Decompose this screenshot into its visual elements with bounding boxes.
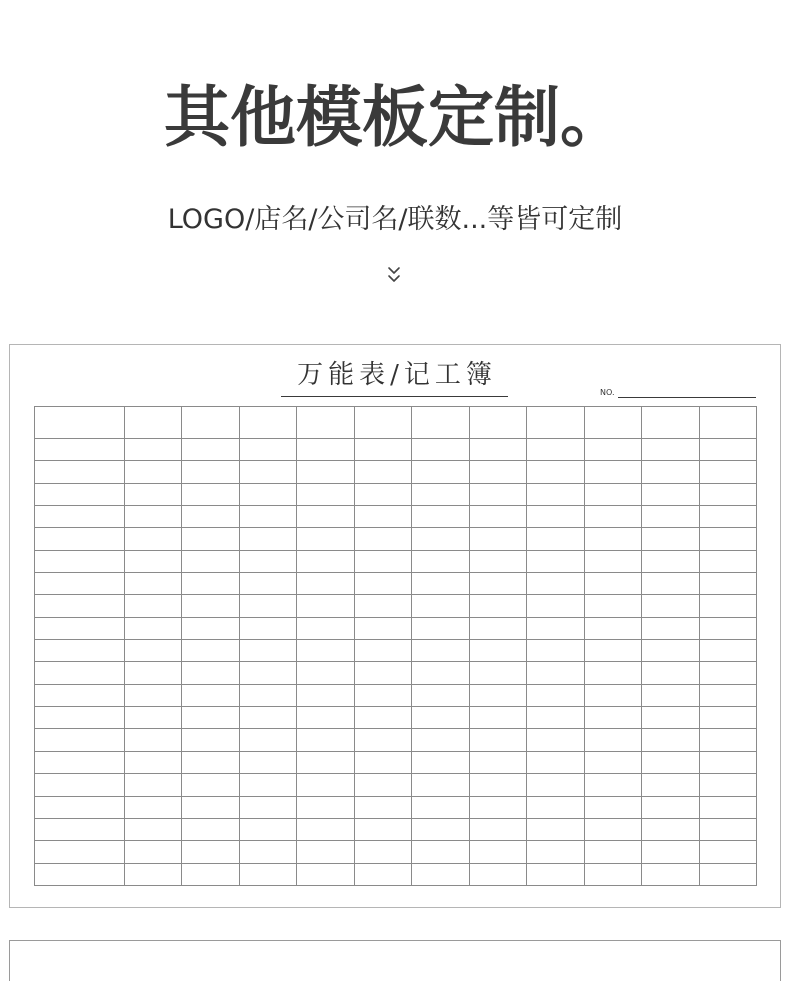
table-cell — [584, 640, 641, 662]
table-cell — [699, 818, 756, 840]
table-row — [35, 774, 757, 796]
table-cell — [584, 774, 641, 796]
table-cell — [527, 684, 584, 706]
table-cell — [182, 506, 239, 528]
table-cell — [239, 483, 296, 505]
table-cell — [297, 818, 354, 840]
table-cell — [182, 595, 239, 617]
next-template-card — [9, 940, 781, 981]
table-cell — [412, 573, 469, 595]
table-cell — [297, 841, 354, 863]
table-cell — [527, 528, 584, 550]
table-header-cell — [354, 407, 411, 439]
table-row — [35, 483, 757, 505]
table-cell — [699, 617, 756, 639]
table-cell — [297, 662, 354, 684]
table-cell — [469, 707, 526, 729]
table-cell — [354, 640, 411, 662]
table-row — [35, 684, 757, 706]
table-cell — [699, 863, 756, 885]
table-cell — [35, 707, 125, 729]
table-cell — [412, 818, 469, 840]
table-cell — [412, 439, 469, 461]
table-cell — [584, 461, 641, 483]
table-row — [35, 640, 757, 662]
table-cell — [354, 774, 411, 796]
table-cell — [354, 528, 411, 550]
table-cell — [584, 662, 641, 684]
table-cell — [469, 506, 526, 528]
table-cell — [125, 684, 182, 706]
table-cell — [642, 729, 699, 751]
table-cell — [469, 528, 526, 550]
table-cell — [125, 528, 182, 550]
table-cell — [182, 662, 239, 684]
table-cell — [699, 506, 756, 528]
table-cell — [584, 751, 641, 773]
table-cell — [35, 863, 125, 885]
table-cell — [125, 506, 182, 528]
table-cell — [125, 461, 182, 483]
table-cell — [584, 863, 641, 885]
table-cell — [297, 461, 354, 483]
table-cell — [584, 550, 641, 572]
table-cell — [527, 506, 584, 528]
table-cell — [182, 841, 239, 863]
table-cell — [354, 751, 411, 773]
table-cell — [35, 729, 125, 751]
table-cell — [412, 707, 469, 729]
table-header-cell — [182, 407, 239, 439]
table-row — [35, 573, 757, 595]
table-cell — [354, 550, 411, 572]
table-cell — [527, 617, 584, 639]
table-cell — [297, 528, 354, 550]
table-header-cell — [297, 407, 354, 439]
table-cell — [239, 751, 296, 773]
table-cell — [642, 640, 699, 662]
table-header-cell — [35, 407, 125, 439]
table-cell — [584, 684, 641, 706]
table-cell — [584, 439, 641, 461]
table-cell — [527, 751, 584, 773]
table-cell — [412, 595, 469, 617]
table-cell — [35, 662, 125, 684]
table-cell — [35, 483, 125, 505]
table-cell — [35, 684, 125, 706]
table-cell — [35, 796, 125, 818]
double-chevron-down-icon — [387, 265, 401, 285]
table-cell — [699, 483, 756, 505]
table-cell — [469, 640, 526, 662]
table-cell — [35, 818, 125, 840]
table-cell — [239, 684, 296, 706]
table-cell — [412, 550, 469, 572]
table-row — [35, 439, 757, 461]
table-header-row — [35, 407, 757, 439]
table-cell — [239, 662, 296, 684]
table-cell — [699, 528, 756, 550]
table-cell — [412, 863, 469, 885]
table-cell — [412, 662, 469, 684]
table-row — [35, 818, 757, 840]
table-cell — [297, 863, 354, 885]
form-number-label: NO. — [600, 388, 615, 397]
table-cell — [584, 707, 641, 729]
table-cell — [642, 439, 699, 461]
table-cell — [354, 707, 411, 729]
table-cell — [642, 595, 699, 617]
table-cell — [699, 729, 756, 751]
table-cell — [297, 684, 354, 706]
table-cell — [527, 461, 584, 483]
table-cell — [239, 506, 296, 528]
table-cell — [699, 573, 756, 595]
table-cell — [469, 617, 526, 639]
table-cell — [125, 863, 182, 885]
table-header-cell — [642, 407, 699, 439]
table-cell — [125, 640, 182, 662]
table-cell — [412, 774, 469, 796]
table-cell — [699, 439, 756, 461]
table-cell — [125, 439, 182, 461]
table-cell — [699, 751, 756, 773]
table-cell — [469, 863, 526, 885]
table-cell — [527, 774, 584, 796]
table-cell — [182, 617, 239, 639]
table-cell — [412, 617, 469, 639]
table-cell — [699, 640, 756, 662]
table-cell — [469, 774, 526, 796]
table-cell — [699, 684, 756, 706]
table-cell — [35, 550, 125, 572]
table-cell — [354, 818, 411, 840]
table-cell — [182, 640, 239, 662]
table-cell — [642, 528, 699, 550]
table-cell — [527, 573, 584, 595]
table-cell — [412, 796, 469, 818]
table-cell — [412, 640, 469, 662]
table-cell — [354, 863, 411, 885]
table-header-cell — [584, 407, 641, 439]
table-cell — [412, 684, 469, 706]
table-cell — [125, 796, 182, 818]
table-cell — [527, 662, 584, 684]
table-cell — [182, 751, 239, 773]
table-cell — [642, 573, 699, 595]
table-cell — [35, 506, 125, 528]
table-cell — [297, 751, 354, 773]
table-cell — [297, 640, 354, 662]
table-cell — [297, 796, 354, 818]
table-cell — [239, 863, 296, 885]
table-cell — [469, 662, 526, 684]
table-cell — [239, 707, 296, 729]
table-cell — [297, 506, 354, 528]
table-header-cell — [412, 407, 469, 439]
table-cell — [642, 841, 699, 863]
table-cell — [642, 818, 699, 840]
table-cell — [182, 796, 239, 818]
table-cell — [354, 796, 411, 818]
table-cell — [239, 528, 296, 550]
table-cell — [354, 729, 411, 751]
table-cell — [239, 841, 296, 863]
table-cell — [239, 729, 296, 751]
table-cell — [297, 550, 354, 572]
table-row — [35, 528, 757, 550]
table-row — [35, 796, 757, 818]
table-cell — [297, 595, 354, 617]
table-row — [35, 863, 757, 885]
table-cell — [35, 640, 125, 662]
table-cell — [354, 439, 411, 461]
table-cell — [125, 617, 182, 639]
table-cell — [354, 461, 411, 483]
table-cell — [412, 506, 469, 528]
table-cell — [642, 461, 699, 483]
table-cell — [699, 662, 756, 684]
table-cell — [412, 483, 469, 505]
table-cell — [469, 461, 526, 483]
table-cell — [182, 461, 239, 483]
table-cell — [584, 506, 641, 528]
table-cell — [354, 595, 411, 617]
table-cell — [35, 841, 125, 863]
table-cell — [584, 595, 641, 617]
table-cell — [584, 818, 641, 840]
table-header-cell — [527, 407, 584, 439]
table-cell — [297, 439, 354, 461]
table-row — [35, 617, 757, 639]
table-cell — [239, 439, 296, 461]
table-cell — [584, 796, 641, 818]
table-cell — [412, 751, 469, 773]
table-row — [35, 595, 757, 617]
table-cell — [642, 483, 699, 505]
table-cell — [35, 439, 125, 461]
page-title: 其他模板定制。 — [164, 79, 626, 156]
table-cell — [642, 863, 699, 885]
table-cell — [239, 774, 296, 796]
table-header-cell — [699, 407, 756, 439]
table-row — [35, 751, 757, 773]
table-header-cell — [239, 407, 296, 439]
form-grid — [34, 406, 757, 886]
table-cell — [527, 439, 584, 461]
table-cell — [699, 796, 756, 818]
table-cell — [125, 573, 182, 595]
table-cell — [527, 841, 584, 863]
table-cell — [182, 550, 239, 572]
table-cell — [182, 684, 239, 706]
table-cell — [182, 439, 239, 461]
table-cell — [125, 662, 182, 684]
table-cell — [699, 774, 756, 796]
table-cell — [584, 573, 641, 595]
table-cell — [354, 841, 411, 863]
table-cell — [642, 550, 699, 572]
table-cell — [354, 617, 411, 639]
table-row — [35, 707, 757, 729]
table-cell — [642, 617, 699, 639]
table-cell — [239, 617, 296, 639]
table-cell — [642, 751, 699, 773]
table-cell — [182, 774, 239, 796]
table-cell — [642, 684, 699, 706]
table-cell — [527, 707, 584, 729]
table-cell — [469, 818, 526, 840]
table-cell — [469, 796, 526, 818]
table-cell — [412, 461, 469, 483]
table-cell — [584, 528, 641, 550]
form-title: 万能表/记工簿 — [281, 355, 508, 397]
table-cell — [239, 573, 296, 595]
table-cell — [527, 483, 584, 505]
table-cell — [469, 483, 526, 505]
table-header-cell — [125, 407, 182, 439]
table-row — [35, 841, 757, 863]
table-cell — [354, 506, 411, 528]
table-cell — [469, 439, 526, 461]
table-cell — [182, 573, 239, 595]
table-cell — [469, 729, 526, 751]
table-cell — [125, 774, 182, 796]
table-cell — [527, 818, 584, 840]
table-cell — [412, 841, 469, 863]
table-cell — [527, 595, 584, 617]
table-cell — [354, 573, 411, 595]
table-cell — [182, 818, 239, 840]
table-cell — [642, 662, 699, 684]
table-cell — [642, 796, 699, 818]
page-subtitle: LOGO/店名/公司名/联数...等皆可定制 — [167, 204, 623, 235]
table-cell — [125, 707, 182, 729]
table-cell — [699, 461, 756, 483]
table-cell — [699, 841, 756, 863]
table-row — [35, 729, 757, 751]
table-cell — [527, 729, 584, 751]
table-cell — [35, 595, 125, 617]
table-cell — [297, 729, 354, 751]
table-cell — [584, 483, 641, 505]
table-cell — [642, 707, 699, 729]
table-row — [35, 461, 757, 483]
table-cell — [527, 863, 584, 885]
table-cell — [354, 483, 411, 505]
table-cell — [125, 550, 182, 572]
table-cell — [584, 841, 641, 863]
table-cell — [125, 595, 182, 617]
table-cell — [125, 483, 182, 505]
table-cell — [182, 729, 239, 751]
table-cell — [584, 617, 641, 639]
table-cell — [699, 550, 756, 572]
table-cell — [35, 617, 125, 639]
table-cell — [354, 662, 411, 684]
table-cell — [239, 461, 296, 483]
table-cell — [699, 707, 756, 729]
table-cell — [35, 751, 125, 773]
table-cell — [182, 863, 239, 885]
table-cell — [297, 617, 354, 639]
table-cell — [469, 550, 526, 572]
table-cell — [182, 707, 239, 729]
table-cell — [239, 640, 296, 662]
form-number-line — [618, 397, 756, 398]
table-cell — [699, 595, 756, 617]
table-cell — [125, 818, 182, 840]
table-cell — [354, 684, 411, 706]
table-cell — [642, 774, 699, 796]
table-cell — [125, 751, 182, 773]
table-cell — [125, 729, 182, 751]
table-cell — [297, 573, 354, 595]
table-cell — [642, 506, 699, 528]
table-cell — [125, 841, 182, 863]
table-cell — [35, 528, 125, 550]
table-cell — [297, 774, 354, 796]
table-row — [35, 550, 757, 572]
table-cell — [35, 573, 125, 595]
table-cell — [527, 796, 584, 818]
table-cell — [239, 818, 296, 840]
table-cell — [297, 707, 354, 729]
table-cell — [35, 774, 125, 796]
table-cell — [469, 595, 526, 617]
table-cell — [469, 573, 526, 595]
table-cell — [469, 841, 526, 863]
table-cell — [412, 528, 469, 550]
table-cell — [239, 595, 296, 617]
table-cell — [297, 483, 354, 505]
table-cell — [412, 729, 469, 751]
table-row — [35, 506, 757, 528]
table-header-cell — [469, 407, 526, 439]
table-cell — [239, 550, 296, 572]
table-cell — [239, 796, 296, 818]
table-row — [35, 662, 757, 684]
table-cell — [527, 550, 584, 572]
table-cell — [182, 483, 239, 505]
table-cell — [584, 729, 641, 751]
table-cell — [35, 461, 125, 483]
table-cell — [469, 751, 526, 773]
table-cell — [527, 640, 584, 662]
table-cell — [469, 684, 526, 706]
table-cell — [182, 528, 239, 550]
